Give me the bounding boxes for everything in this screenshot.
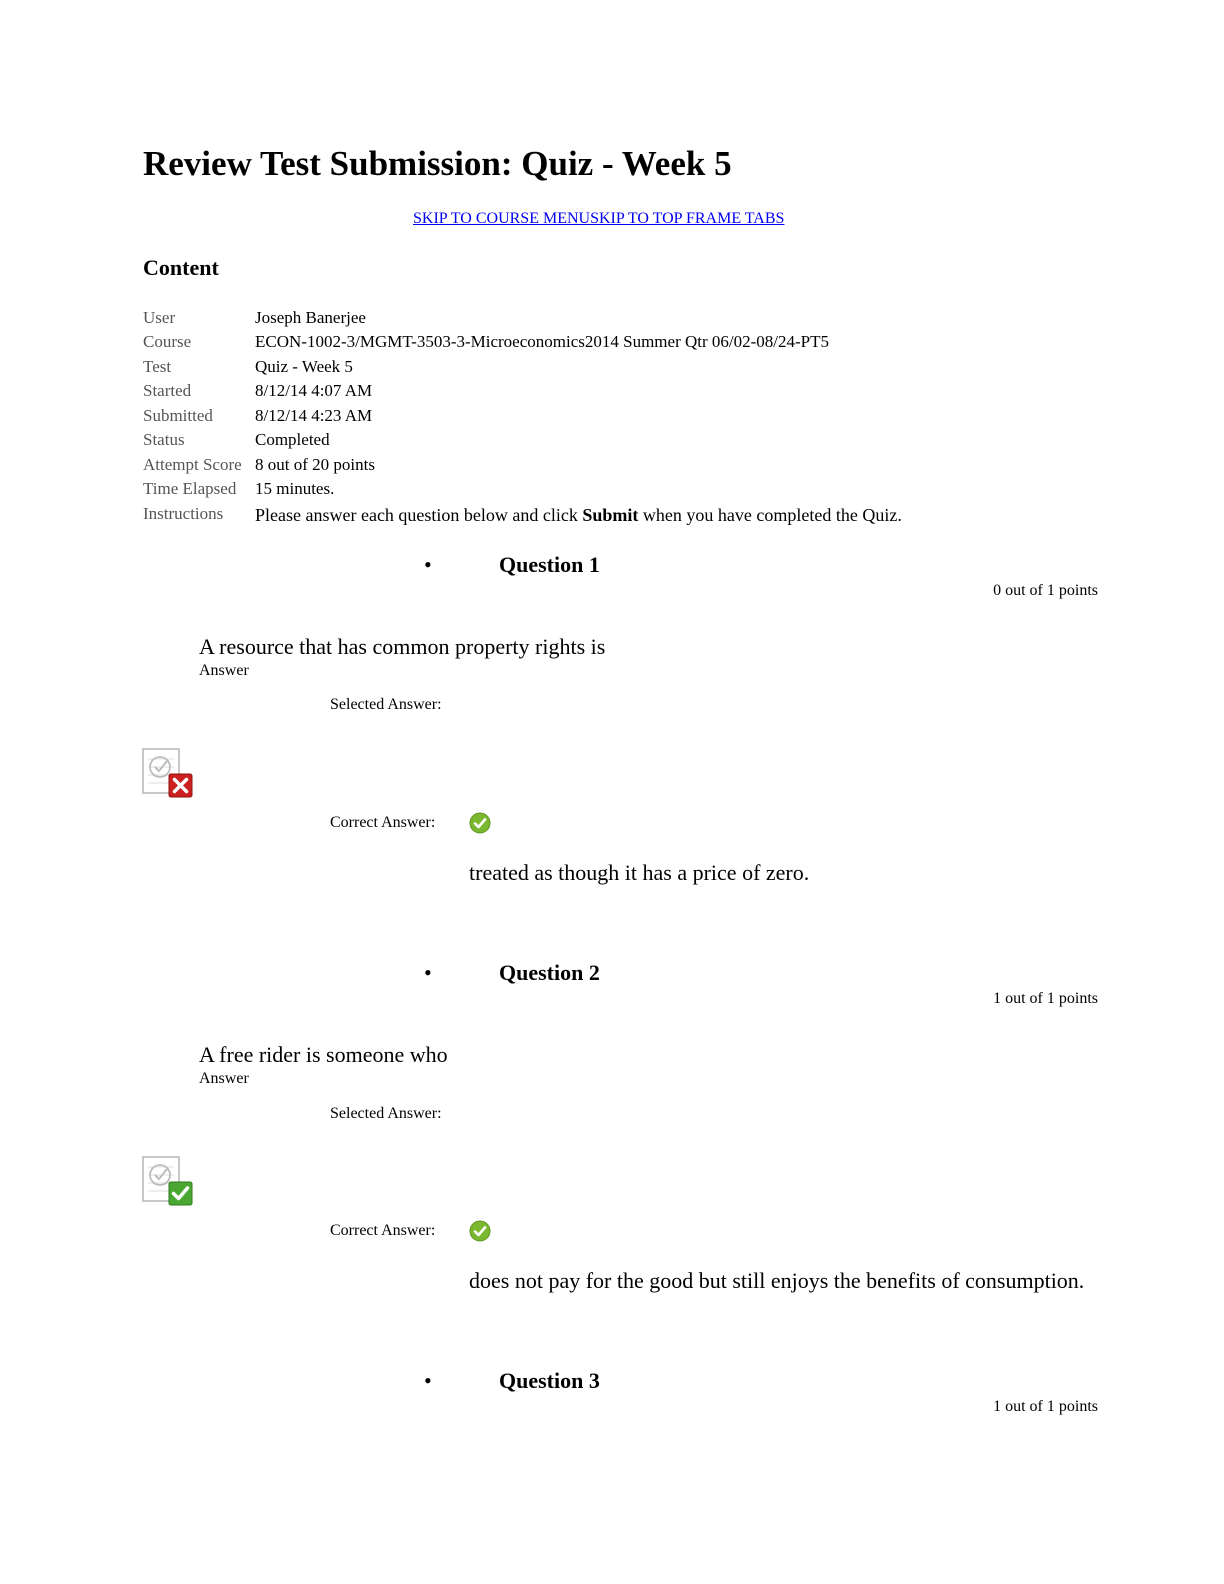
- submitted-label: Submitted: [143, 406, 213, 425]
- question-2-answer-label: Answer: [199, 1070, 249, 1087]
- question-1-title: Question 1: [499, 552, 600, 577]
- status-value: Completed: [255, 430, 330, 449]
- submitted-value: 8/12/14 4:23 AM: [255, 406, 373, 425]
- instructions-submit-word: Submit: [582, 505, 639, 525]
- attempt-score-label: Attempt Score: [143, 455, 242, 474]
- attempt-score-value: 8 out of 20 points: [255, 455, 375, 474]
- user-label: User: [143, 308, 176, 327]
- correct-icon: [142, 1155, 194, 1207]
- instructions-value: [255, 504, 902, 526]
- question-1-correct-check-icon: [469, 812, 491, 834]
- instructions-text-after: when you have completed the Quiz.: [638, 505, 902, 525]
- question-2-title: Question 2: [499, 960, 600, 985]
- time-elapsed-label: Time Elapsed: [143, 479, 237, 498]
- test-label: Test: [143, 357, 172, 376]
- course-value: ECON-1002-3/MGMT-3503-3-Microeconomics2014 Summer Qtr 06/02-08/24-PT5: [255, 332, 830, 351]
- question-3-title: Question 3: [499, 1368, 600, 1393]
- question-2-correct-answer-label: Correct Answer:: [330, 1222, 436, 1239]
- question-1-bullet: •: [424, 552, 432, 577]
- incorrect-icon: [142, 747, 194, 799]
- question-2-points: 1 out of 1 points: [993, 990, 1098, 1007]
- started-value: 8/12/14 4:07 AM: [255, 381, 373, 400]
- question-1-selected-answer-label: Selected Answer:: [330, 696, 442, 713]
- skip-links: [413, 209, 784, 229]
- question-2-text: A free rider is someone who: [199, 1042, 448, 1067]
- skip-to-top-frame-tabs-link[interactable]: SKIP TO TOP FRAME TABS: [590, 210, 785, 227]
- question-2-selected-answer-label: Selected Answer:: [330, 1105, 442, 1122]
- status-label: Status: [143, 430, 185, 449]
- page-title: Review Test Submission: Quiz - Week 5: [143, 144, 732, 183]
- course-label: Course: [143, 332, 192, 351]
- question-1-text: A resource that has common property rights is: [199, 634, 606, 659]
- content-heading: Content: [143, 255, 219, 280]
- instructions-label: Instructions: [143, 504, 224, 523]
- question-2-bullet: •: [424, 960, 432, 985]
- time-elapsed-value: 15 minutes.: [255, 479, 335, 498]
- test-value: Quiz - Week 5: [255, 357, 353, 376]
- user-value: Joseph Banerjee: [255, 308, 366, 327]
- question-1-points: 0 out of 1 points: [993, 582, 1098, 599]
- question-3-points: 1 out of 1 points: [993, 1398, 1098, 1415]
- question-2-correct-check-icon: [469, 1220, 491, 1242]
- question-1-answer-label: Answer: [199, 662, 249, 679]
- instructions-text-before: Please answer each question below and click: [255, 505, 583, 525]
- question-1-correct-answer: treated as though it has a price of zero.: [469, 860, 810, 885]
- started-label: Started: [143, 381, 192, 400]
- question-1-correct-answer-label: Correct Answer:: [330, 814, 436, 831]
- skip-to-course-menu-link[interactable]: SKIP TO COURSE MENU: [413, 210, 591, 227]
- question-3-bullet: •: [424, 1368, 432, 1393]
- question-2-correct-answer: does not pay for the good but still enjoys the benefits of consumption.: [469, 1268, 1085, 1293]
